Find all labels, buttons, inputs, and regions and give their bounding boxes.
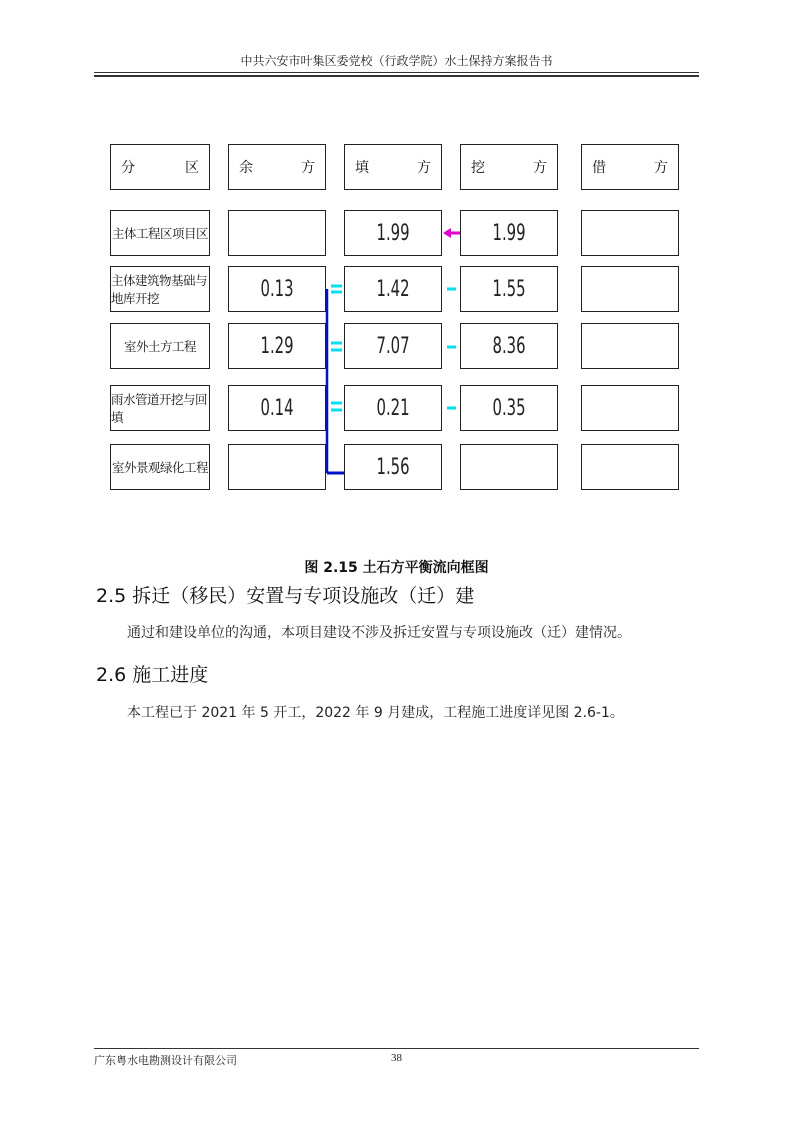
- row-label: 雨水管道开挖与回填: [110, 385, 210, 431]
- earthwork-flow-diagram: [0, 0, 793, 520]
- col-header-cut-b: 方: [533, 160, 547, 176]
- section-heading-2-6: 2.6 施工进度: [96, 664, 209, 686]
- cut-cell: 1.99: [460, 210, 558, 256]
- cyan-equals: [331, 286, 342, 410]
- row-label: 室外土方工程: [110, 323, 210, 369]
- cut-cell: 1.55: [460, 266, 558, 312]
- cut-cell: 8.36: [460, 323, 558, 369]
- col-header-zone-a: 分: [121, 160, 135, 176]
- page-number: 38: [391, 1052, 402, 1064]
- col-header-cut-a: 挖: [471, 160, 485, 176]
- surplus-cell: 0.14: [228, 385, 326, 431]
- surplus-cell: 1.29: [228, 323, 326, 369]
- row-label: 室外景观绿化工程: [110, 444, 210, 490]
- section-heading-2-5: 2.5 拆迁（移民）安置与专项设施改（迁）建: [96, 585, 475, 607]
- col-header-zone-b: 区: [185, 160, 199, 176]
- footer-rule: [94, 1048, 699, 1049]
- fill-cell: 0.21: [344, 385, 442, 431]
- col-header-borrow-b: 方: [654, 160, 668, 176]
- fill-cell: 1.56: [344, 444, 442, 490]
- col-header-fill-a: 填: [355, 160, 369, 176]
- col-header-surplus-b: 方: [301, 160, 315, 176]
- magenta-arrowhead: [443, 228, 451, 238]
- section-2-6-text: 本工程已于 2021 年 5 开工，2022 年 9 月建成，工程施工进度详见图 2.6-1。: [127, 705, 624, 721]
- row-label: 主体工程区项目区: [110, 210, 210, 256]
- cut-cell: 0.35: [460, 385, 558, 431]
- row-label: 主体建筑物基础与地库开挖: [110, 266, 210, 312]
- col-header-fill-b: 方: [417, 160, 431, 176]
- footer-company: 广东粤水电勘测设计有限公司: [94, 1054, 237, 1067]
- figure-caption: 图 2.15 土石方平衡流向框图: [304, 560, 489, 576]
- fill-cell: 1.99: [344, 210, 442, 256]
- col-header-surplus-a: 余: [239, 160, 253, 176]
- cyan-dashes: [447, 289, 456, 408]
- fill-cell: 1.42: [344, 266, 442, 312]
- col-header-borrow-a: 借: [592, 160, 606, 176]
- fill-cell: 7.07: [344, 323, 442, 369]
- page-header: 中共六安市叶集区委党校（行政学院）水土保持方案报告书: [240, 54, 553, 68]
- section-2-5-text: 通过和建设单位的沟通，本项目建设不涉及拆迁安置与专项设施改（迁）建情况。: [127, 625, 631, 641]
- flow-connectors: [0, 0, 793, 520]
- surplus-cell: 0.13: [228, 266, 326, 312]
